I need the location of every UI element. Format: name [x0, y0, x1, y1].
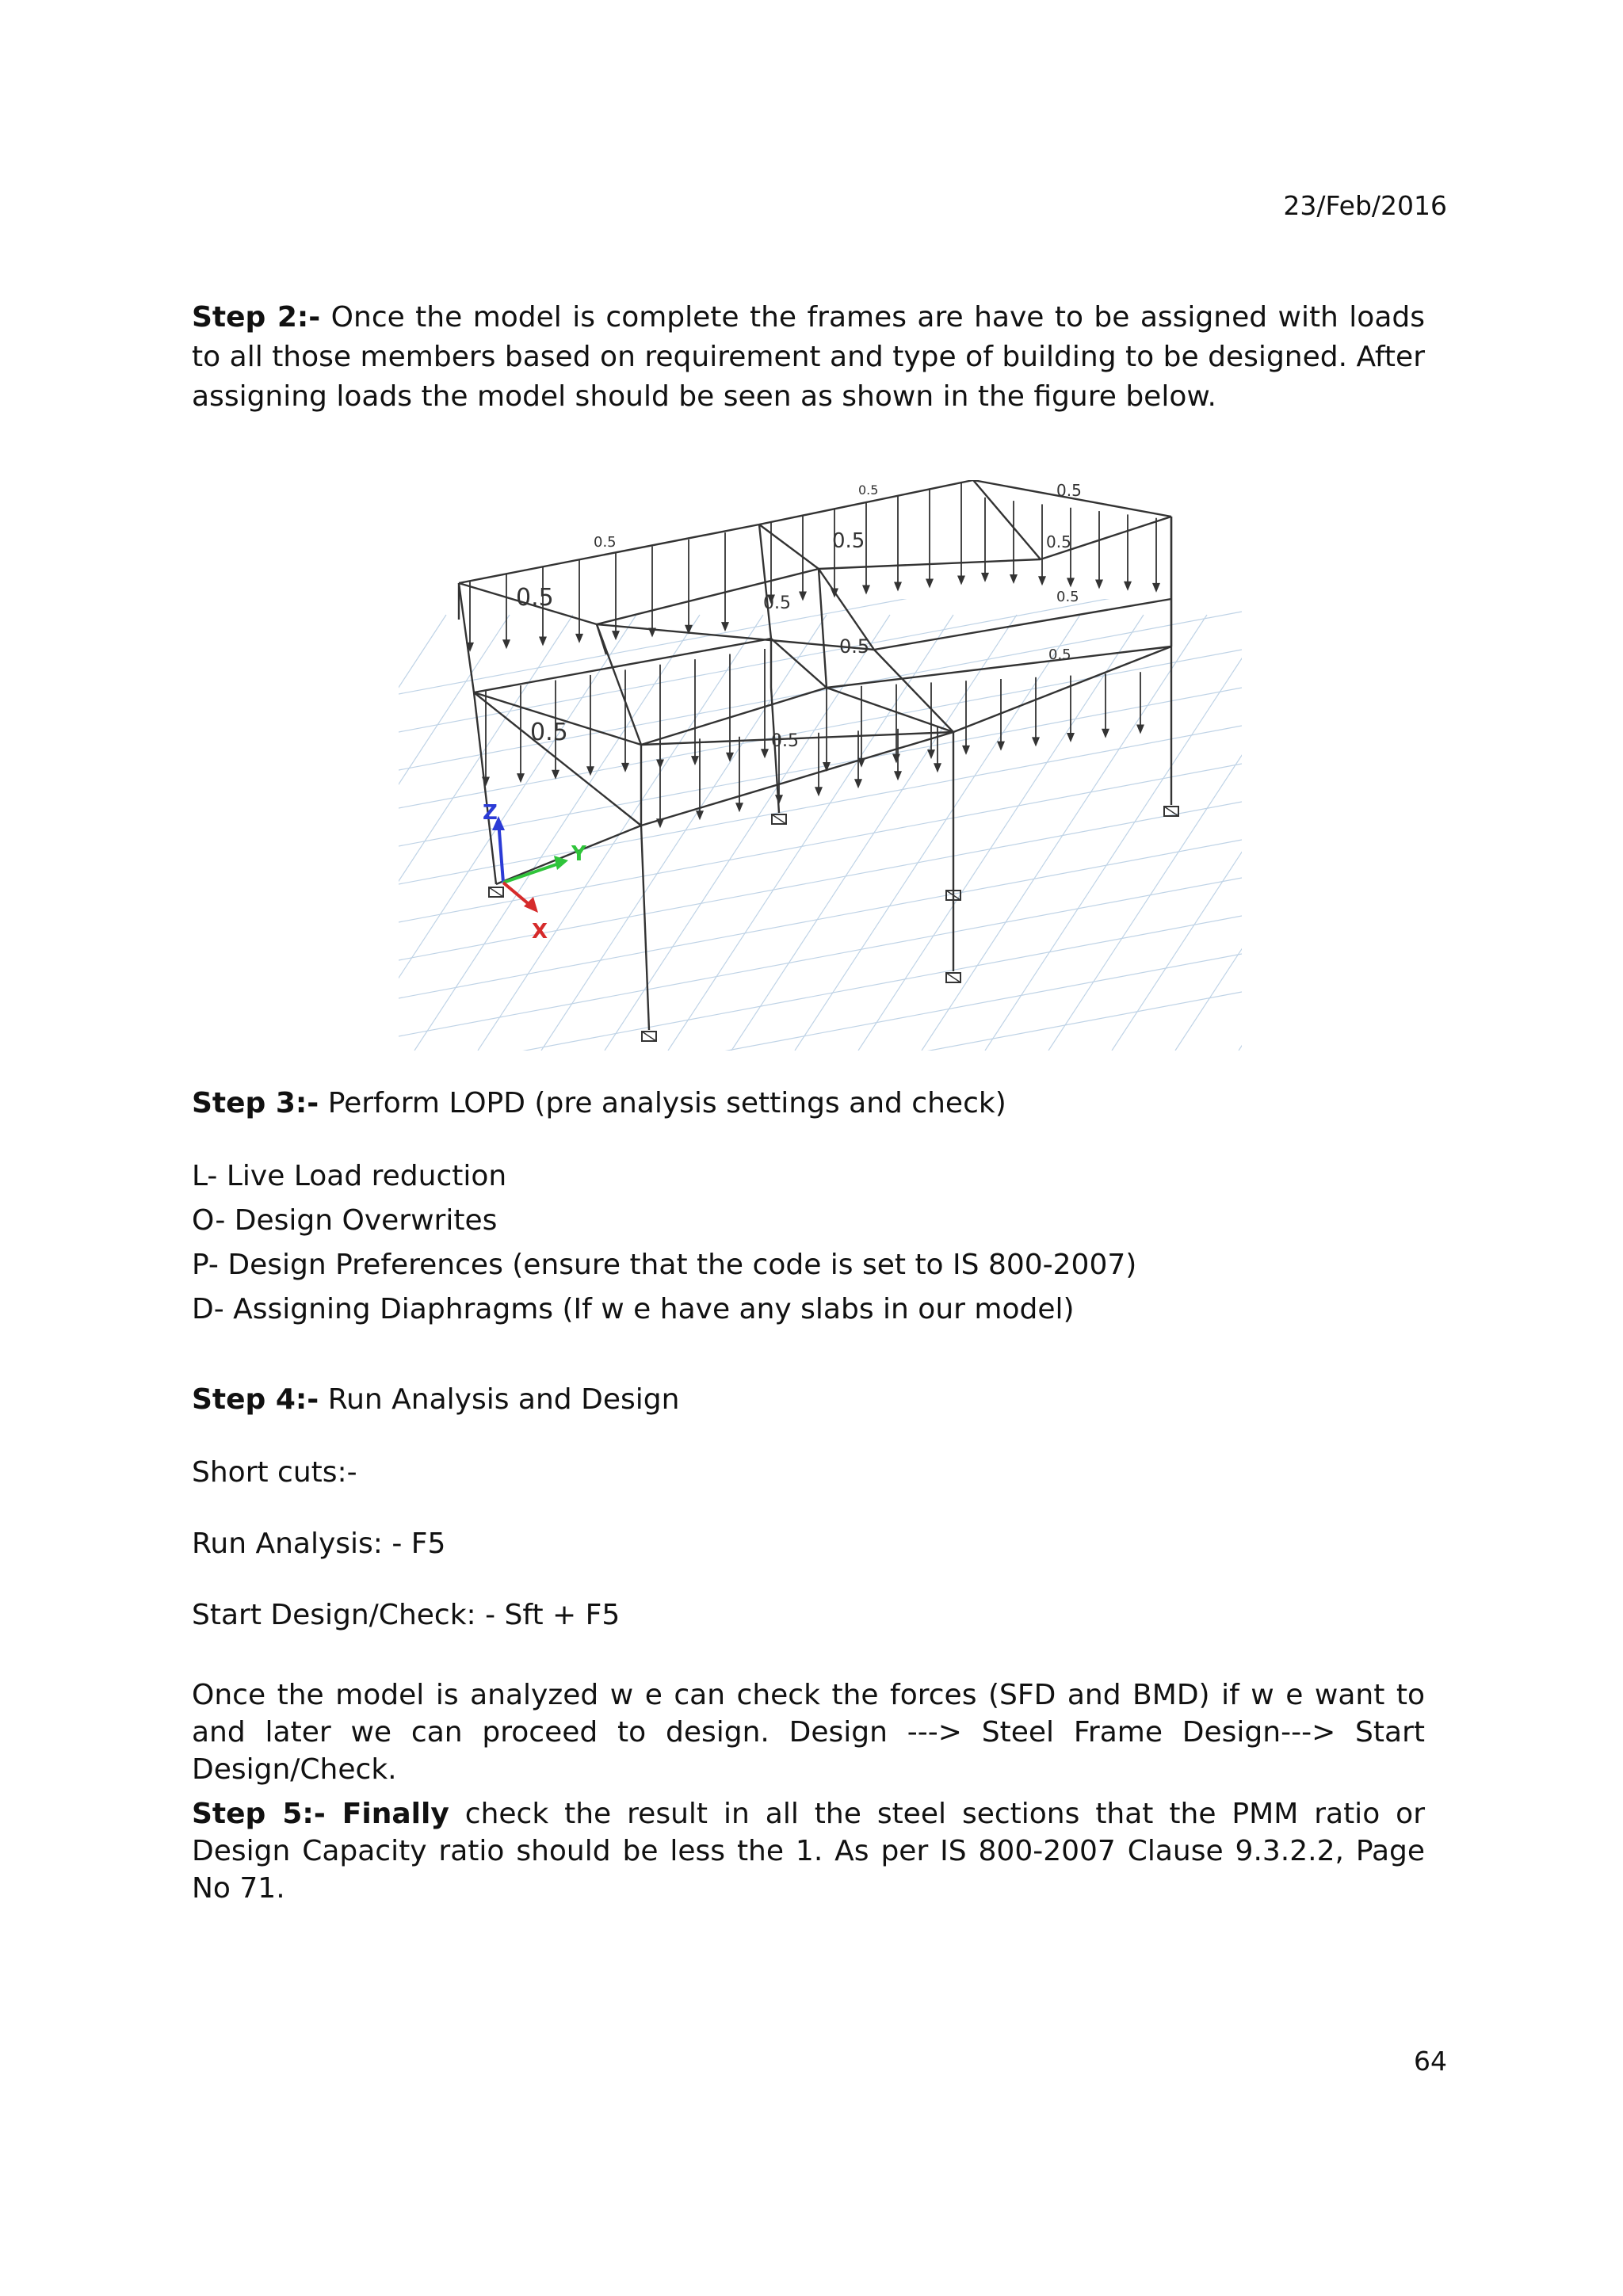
step4-text: Run Analysis and Design	[319, 1383, 680, 1416]
frame-member	[597, 624, 641, 745]
lopd-item-l: L- Live Load reduction	[192, 1160, 507, 1192]
grid-line	[478, 615, 763, 1051]
load-arrow-head	[962, 746, 970, 755]
frame-member	[474, 692, 641, 826]
support-symbol-line	[642, 1032, 656, 1041]
lopd-item-p: P- Design Preferences (ensure that the code is set to IS 800-2007)	[192, 1249, 1137, 1281]
load-label: 0.5	[1056, 589, 1079, 605]
load-arrow-head	[815, 787, 823, 796]
page-number: 64	[1414, 2046, 1447, 2077]
load-arrow-head	[761, 749, 769, 758]
shortcut-start-design: Start Design/Check: - Sft + F5	[192, 1599, 621, 1631]
load-arrow-head	[539, 637, 547, 646]
axis-label-z: Z	[483, 801, 498, 825]
shortcuts-title: Short cuts:-	[192, 1456, 357, 1489]
frame-member	[874, 650, 953, 732]
grid-line	[1175, 615, 1242, 1051]
load-arrow-head	[726, 753, 734, 762]
axis-label-x: X	[532, 920, 548, 944]
load-arrow-head	[696, 810, 704, 820]
load-arrow-head	[502, 639, 510, 649]
step5-text: check the result in all the steel sections that the PMM ratio or Design Capacity ratio should be less the 1. As per IS 800-2007 Clause 9.3.2.2, Page No 71.	[192, 1798, 1425, 1905]
load-arrow-head	[775, 795, 783, 804]
axis-label-y: Y	[571, 842, 586, 866]
grid-line	[399, 688, 1242, 846]
grid-line	[541, 615, 827, 1051]
load-arrow-head	[621, 763, 629, 772]
grid-line	[414, 615, 700, 1051]
lopd-item-d: D- Assigning Diaphragms (If w e have any slabs in our model)	[192, 1293, 1075, 1325]
frame-member	[827, 688, 953, 732]
frame-member	[474, 639, 771, 692]
step5-paragraph	[192, 1795, 1425, 1907]
step4-label: Step 4:-	[192, 1383, 319, 1416]
frame-member	[641, 826, 649, 1030]
load-arrow-head	[648, 627, 656, 637]
load-label: 0.5	[839, 635, 870, 658]
load-arrow-head	[575, 634, 583, 643]
load-arrow-head	[997, 742, 1005, 751]
load-arrow-head	[892, 753, 900, 763]
load-arrow-head	[691, 756, 699, 765]
step3-heading	[192, 1084, 1425, 1123]
grid-line	[399, 615, 510, 1051]
load-arrow-head	[934, 763, 941, 772]
load-arrow-head	[656, 818, 664, 828]
step2-label: Step 2:-	[192, 301, 321, 334]
step3-text: Perform LOPD (pre analysis settings and check)	[319, 1087, 1006, 1119]
load-arrow-head	[854, 779, 862, 788]
load-arrow-head	[1102, 729, 1109, 738]
step4-heading	[192, 1380, 1425, 1420]
frame-member	[474, 692, 496, 884]
grid-line	[985, 615, 1242, 1051]
load-label: 0.5	[832, 529, 865, 553]
grid-line	[795, 615, 1080, 1051]
load-arrow-head	[517, 773, 525, 783]
step2-paragraph	[192, 298, 1425, 417]
frame-member	[459, 583, 474, 692]
grid-line	[399, 615, 636, 1051]
load-arrow-head	[1136, 724, 1144, 734]
grid-line	[399, 650, 1242, 808]
load-arrow-head	[1032, 737, 1040, 746]
support-symbol-line	[489, 887, 503, 897]
grid-line	[922, 615, 1207, 1051]
grid-line	[399, 615, 446, 1051]
load-label: 0.5	[1046, 532, 1071, 551]
load-label: 0.5	[594, 534, 617, 551]
grid-line	[1112, 615, 1242, 1051]
page-date: 23/Feb/2016	[1283, 190, 1447, 221]
grid-line	[399, 726, 1242, 884]
grid-line	[399, 954, 1242, 1051]
load-label: 0.5	[858, 482, 879, 498]
structural-model-figure	[399, 480, 1242, 1051]
load-arrow-head	[735, 803, 743, 812]
support-symbol-line	[772, 814, 786, 824]
step3-label: Step 3:-	[192, 1087, 319, 1119]
frame-member	[771, 639, 827, 688]
load-arrow-head	[482, 777, 490, 787]
analysis-note: Once the model is analyzed w e can check the forces (SFD and BMD) if w e want to and later we can proceed to design. Design ---> Steel Frame Design---> Start Design/Check.	[192, 1679, 1425, 1786]
grid-line	[1239, 615, 1242, 1051]
frame-member	[496, 826, 641, 884]
load-arrow-head	[721, 622, 729, 631]
load-arrow-head	[894, 771, 902, 780]
ground-grid	[399, 480, 1242, 1051]
support-symbol-line	[946, 973, 960, 982]
grid-line	[399, 612, 1242, 770]
frame-member	[874, 599, 1171, 650]
load-label: 0.5	[1056, 481, 1082, 500]
step2-text: Once the model is complete the frames are have to be assigned with loads to all those members based on requirement and type of building to be designed. After assigning loads the model should be seen as shown in the figure below.	[192, 301, 1425, 413]
load-arrow-head	[927, 749, 935, 759]
step5-label: Step 5:- Finally	[192, 1798, 449, 1830]
load-label: 0.5	[530, 719, 568, 746]
grid-line	[668, 615, 953, 1051]
load-label: 0.5	[763, 593, 791, 613]
load-label: 0.5	[516, 584, 554, 612]
load-arrow-head	[1067, 733, 1075, 742]
shortcut-run-analysis: Run Analysis: - F5	[192, 1527, 446, 1560]
load-label: 0.5	[771, 731, 799, 751]
grid-line	[399, 992, 1242, 1051]
grid-line	[399, 840, 1242, 998]
load-arrow-head	[612, 631, 620, 640]
load-label: 0.5	[1048, 646, 1071, 663]
lopd-item-o: O- Design Overwrites	[192, 1204, 498, 1237]
